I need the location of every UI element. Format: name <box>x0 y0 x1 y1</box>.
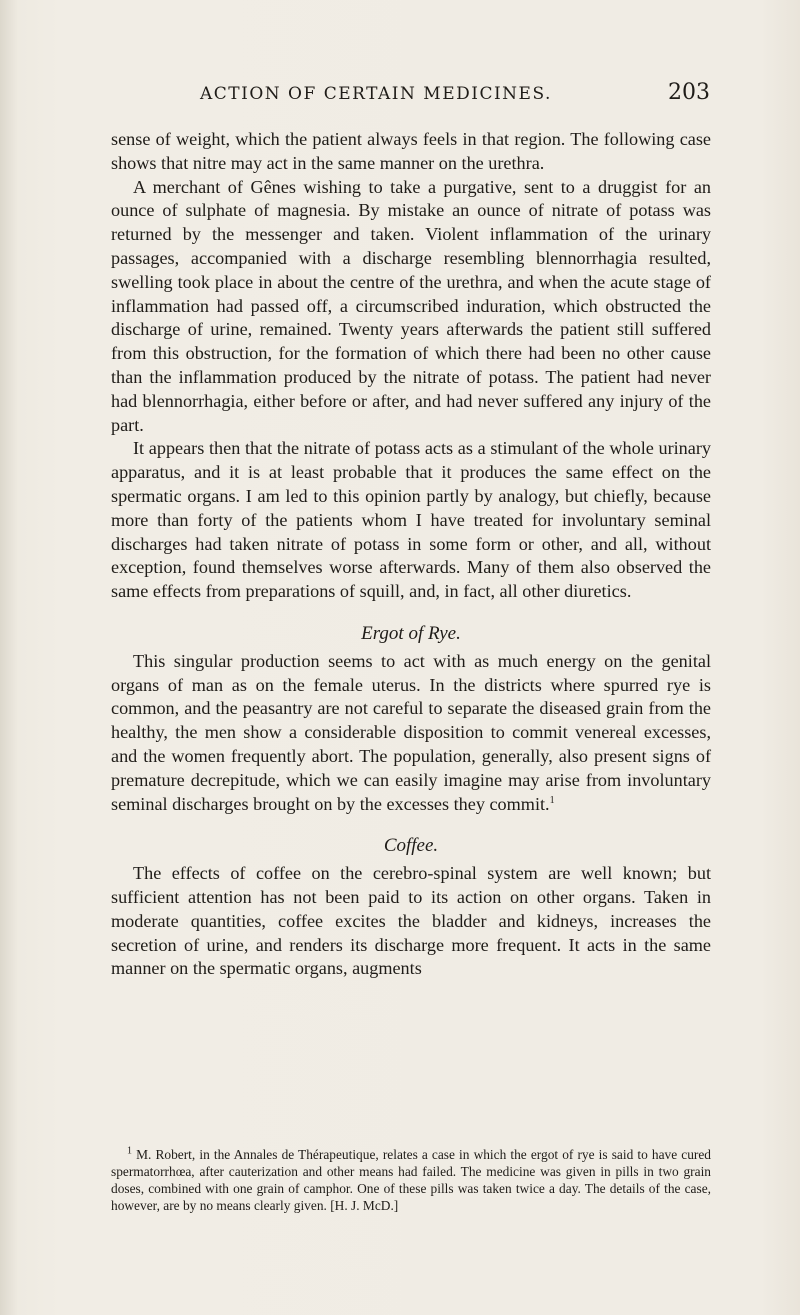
page-number: 203 <box>668 80 710 105</box>
paragraph: It appears then that the nitrate of potass acts as a stimulant of the whole urinary apparatus, and it is at least probable that it produces the same effect on the spermatic organs. I am led to this opinion partly by analogy, but chiefly, because more than forty of the patients whom I have treated for involuntary seminal discharges had taken nitrate of potass in some form or other, and all, without exception, found themselves worse afterwards. Many of them also observed the same effects from preparations of squill, and, in fact, all other diuretics. <box>111 438 711 602</box>
footnote-body: M. Robert, in the Annales de Thérapeutique, relates a case in which the ergot of rye is said to have cured spermatorrhœa, after cauterization and other means had failed. The medicine was given in pills in two grain doses, combined with one grain of camphor. One of these pills was taken twice a day. The details of the case, however, are by no means clearly given. [H. J. McD.] <box>111 1147 711 1213</box>
section-heading-coffee: Coffee. <box>383 835 439 857</box>
paragraph: The effects of coffee on the cerebro-spinal system are well known; but sufficient attention has not been paid to its action on other organs. Taken in moderate quantities, coffee excites the bladder and kidneys, increases the secretion of urine, and renders its discharge more frequent. It acts in the same manner on the spermatic organs, augments <box>111 863 711 979</box>
paragraph: sense of weight, which the patient always feels in that region. The following case shows that nitre may act in the same manner on the urethra. <box>111 129 711 173</box>
paragraph-text: This singular production seems to act with as much energy on the genital organs of man as on the female uterus. In the districts where spurred rye is common, and the peasantry are not careful to separate the diseased grain from the healthy, the men show a considerable disposition to commit venereal excesses, and the women frequently abort. The population, generally, also present signs of premature decrepitude, which we can easily imagine may arise from involuntary seminal discharges brought on by the excesses they commit. <box>111 650 711 814</box>
footnote-marker: 1 <box>127 1145 132 1157</box>
footnote <box>111 1146 711 1214</box>
section-heading-ergot: Ergot of Rye. <box>361 622 461 644</box>
footnote-text <box>111 1146 711 1214</box>
paragraph <box>111 650 711 817</box>
footnote-reference: 1 <box>549 794 555 806</box>
paragraph: A merchant of Gênes wishing to take a purgative, sent to a druggist for an ounce of sulphate of magnesia. By mistake an ounce of nitrate of potass was returned by the messenger and taken. Violent inflammation of the urinary passages, accompanied with a discharge resembling blennorrhagia resulted, swelling took place in about the centre of the urethra, and when the acute stage of inflammation had passed off, a circumscribed induration, which obstructed the discharge of urine, remained. Twenty years afterwards the patient still suffered from this obstruction, for the formation of which there had been no other cause than the inflammation produced by the nitrate of potass. The patient had never had blennorrhagia, either before or after, and had never suffered any injury of the part. <box>111 176 711 435</box>
main-text <box>111 128 711 981</box>
running-title: ACTION OF CERTAIN MEDICINES. <box>200 84 552 104</box>
